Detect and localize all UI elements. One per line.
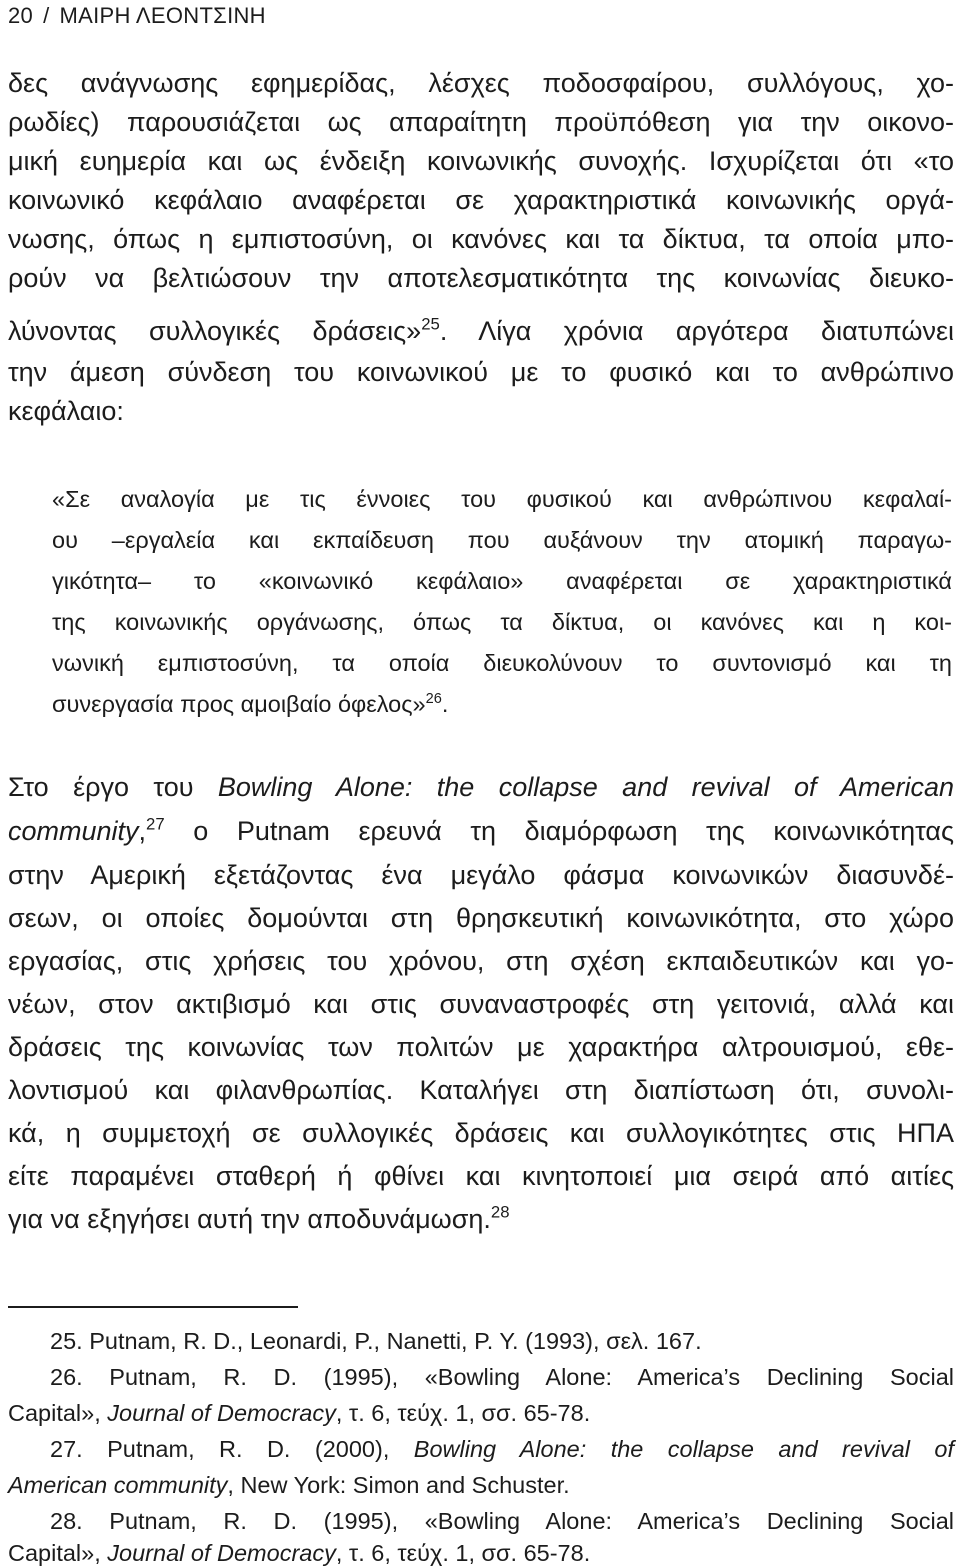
- body-line: community,$^{27}$ ο Putnam ερευνά τη διαμόρφωση της κοινωνικότητας: [8, 814, 954, 846]
- body-line: κά, η συμμετοχή σε συλλογικές δράσεις και συλλογικότητες στις ΗΠΑ: [8, 1118, 954, 1148]
- body-line: την άμεση σύνδεση του κοινωνικού με το φυσικό και το ανθρώπινο: [8, 357, 954, 387]
- footnote-26: 26. Putnam, R. D. (1995), «Bowling Alone: America’s Declining Social: [50, 1364, 954, 1390]
- body-line: μική ευημερία και ως ένδειξη κοινωνικής συνοχής. Ισχυρίζεται ότι «το: [8, 146, 954, 176]
- body-line: κοινωνικό κεφάλαιο αναφέρεται σε χαρακτηριστικά κοινωνικής οργά-: [8, 185, 954, 215]
- body-line: ρούν να βελτιώσουν την αποτελεσματικότητα της κοινωνίας διευκο-: [8, 263, 954, 293]
- footnote-ref-26[interactable]: 26: [425, 690, 442, 707]
- body-line: σεων, οι οποίες δομούνται στη θρησκευτική κοινωνικότητα, στο χώρο: [8, 903, 954, 933]
- quote-line: ου –εργαλεία και εκπαίδευση που αυξάνουν την ατομική παραγω-: [52, 527, 952, 553]
- body-line: ρωδίες) παρουσιάζεται ως απαραίτητη προϋπόθεση για την οικονο-: [8, 107, 954, 137]
- book-title-cont: community: [8, 816, 139, 846]
- footnote-ref-27[interactable]: 27: [146, 814, 165, 834]
- footnote-28: 28. Putnam, R. D. (1995), «Bowling Alone: America’s Declining Social: [50, 1508, 954, 1534]
- body-line: δράσεις της κοινωνίας των πολιτών με χαρακτήρα αλτρουισμού, εθε-: [8, 1032, 954, 1062]
- book-title: Bowling Alone: the collapse and revival of American: [217, 772, 954, 802]
- body-line: για να εξηγήσει αυτή την αποδυνάμωση.$^{28}$: [8, 1202, 510, 1234]
- quote-line: «Σε αναλογία με τις έννοιες του φυσικού και ανθρώπινου κεφαλαί-: [52, 486, 952, 512]
- author-name: ΜΑΙΡΗ ΛΕΟΝΤΣΙΝΗ: [59, 3, 266, 28]
- footnote-26-cont: Capital», Journal of Democracy, τ. 6, τεύχ. 1, σσ. 65-78.: [8, 1400, 591, 1426]
- quote-line: συνεργασία προς αμοιβαίο όφελος»$^{26}$.: [52, 690, 449, 717]
- footnote-28-cont: Capital», Journal of Democracy, τ. 6, τεύχ. 1, σσ. 65-78.: [8, 1540, 591, 1566]
- quote-line: νωνική εμπιστοσύνη, τα οποία διευκολύνουν το συντονισμό και τη: [52, 650, 952, 676]
- body-line: νωσης, όπως η εμπιστοσύνη, οι κανόνες και τα δίκτυα, τα οποία μπο-: [8, 224, 954, 254]
- body-line: λύνοντας συλλογικές δράσεις»$^{25}$. Λίγα χρόνια αργότερα διατυπώνει: [8, 314, 954, 346]
- quote-line: γικότητα– το «κοινωνικό κεφάλαιο» αναφέρεται σε χαρακτηριστικά: [52, 568, 952, 594]
- body-line: Στο έργο του Bowling Alone: the collapse and revival of American: [8, 772, 954, 802]
- footnote-25: 25. Putnam, R. D., Leonardi, P., Nanetti, P. Y. (1993), σελ. 167.: [50, 1328, 702, 1354]
- body-line: λοντισμού και φιλανθρωπίας. Καταλήγει στη διαπίστωση ότι, συνολι-: [8, 1075, 954, 1105]
- footnote-ref-25[interactable]: 25: [421, 314, 440, 334]
- footnote-ref-28[interactable]: 28: [490, 1202, 510, 1222]
- body-line: δες ανάγνωσης εφημερίδας, λέσχες ποδοσφαίρου, συλλόγους, χο-: [8, 68, 954, 98]
- body-line: στην Αμερική εξετάζοντας ένα μεγάλο φάσμα κοινωνικών διασυνδέ-: [8, 860, 954, 890]
- body-line: εργασίας, στις χρήσεις του χρόνου, στη σχέση εκπαιδευτικών και γο-: [8, 946, 954, 976]
- body-line: νέων, στον ακτιβισμό και στις συναναστροφές στη γειτονιά, αλλά και: [8, 989, 954, 1019]
- quote-line: της κοινωνικής οργάνωσης, όπως τα δίκτυα, οι κανόνες και η κοι-: [52, 609, 952, 635]
- page-number: 20: [8, 3, 34, 28]
- header-separator: /: [43, 3, 50, 28]
- running-header: [8, 2, 266, 30]
- footnote-27: 27. Putnam, R. D. (2000), Bowling Alone: the collapse and revival of: [50, 1436, 954, 1462]
- footnote-27-cont: American community, New York: Simon and Schuster.: [8, 1472, 570, 1498]
- body-line: είτε παραμένει σταθερή ή φθίνει και κινητοποιεί μια σειρά από αιτίες: [8, 1161, 954, 1191]
- footnote-rule: [8, 1306, 298, 1308]
- body-line: κεφάλαιο:: [8, 396, 124, 426]
